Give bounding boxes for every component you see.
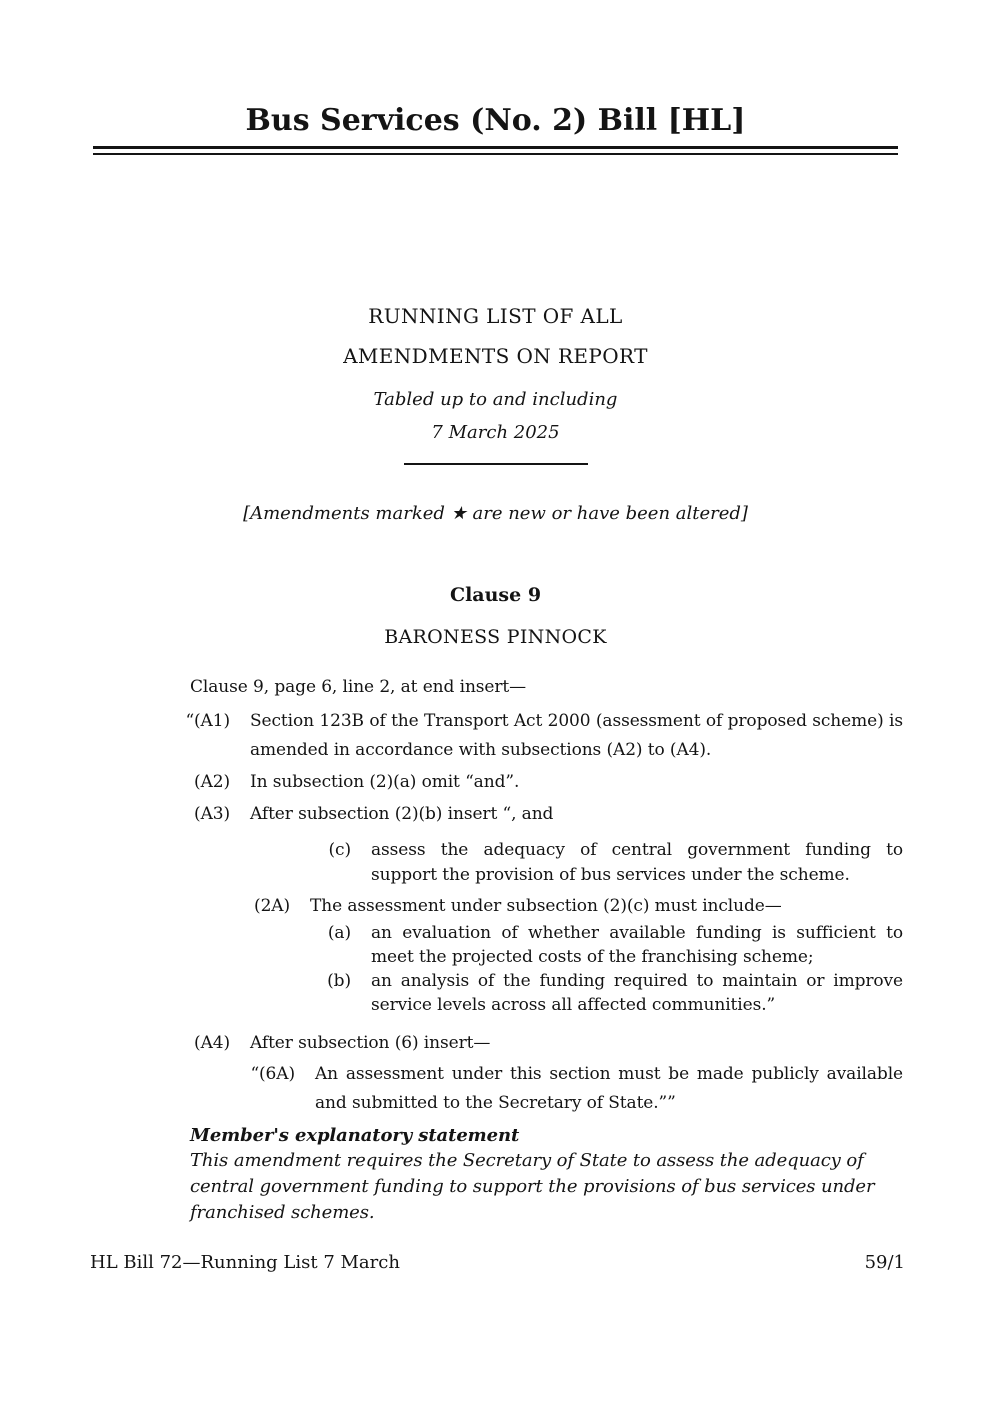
item-number: (A2) xyxy=(194,772,230,792)
amendment-item-A2 xyxy=(93,768,903,797)
amendment-instruction: Clause 9, page 6, line 2, at end insert— xyxy=(190,677,527,697)
item-number: “(6A) xyxy=(250,1064,295,1084)
amendment-body xyxy=(0,673,991,1226)
amendment-item-6A xyxy=(93,1060,903,1118)
bill-title: Bus Services (No. 2) Bill [HL] xyxy=(245,103,746,138)
marker-note-prefix: [Amendments marked xyxy=(243,503,451,524)
explanatory-statement xyxy=(190,1124,903,1226)
item-text: In subsection (2)(a) omit “and”. xyxy=(250,772,520,792)
item-number: (2A) xyxy=(254,896,290,916)
amendment-item-c xyxy=(93,838,903,888)
item-number: (c) xyxy=(328,840,351,860)
marker-note xyxy=(0,502,991,526)
item-number: “(A1) xyxy=(185,711,230,731)
item-text: After subsection (2)(b) insert “, and xyxy=(250,804,554,824)
item-text: After subsection (6) insert— xyxy=(250,1033,491,1053)
section-divider-rule xyxy=(404,463,588,465)
clause-heading: Clause 9 xyxy=(449,584,542,606)
page-footer xyxy=(90,1251,905,1275)
marker-note-suffix: are new or have been altered] xyxy=(466,503,748,524)
item-number: (A4) xyxy=(194,1033,230,1053)
amendment-item-A3 xyxy=(93,800,903,829)
running-list-heading-line1: RUNNING LIST OF ALL xyxy=(368,304,623,328)
header-double-rule xyxy=(93,146,898,155)
item-number: (a) xyxy=(327,923,351,943)
running-list-heading-line2: AMENDMENTS ON REPORT xyxy=(343,344,648,368)
amendment-item-2A xyxy=(93,892,903,921)
item-text: an evaluation of whether available funding is sufficient to meet the projected costs of the franchising scheme; xyxy=(371,923,903,967)
footer-bill-reference: HL Bill 72—Running List 7 March xyxy=(90,1252,400,1273)
item-number: (b) xyxy=(327,971,351,991)
tabled-line: Tabled up to and including xyxy=(373,389,618,410)
item-text: assess the adequacy of central government funding to support the provision of bus services under the scheme. xyxy=(371,840,903,885)
date-line: 7 March 2025 xyxy=(431,422,560,443)
explanatory-statement-body: This amendment requires the Secretary of State to assess the adequacy of central government funding to support the provisions of bus services under franchised schemes. xyxy=(190,1150,875,1223)
amendment-item-a xyxy=(93,921,903,969)
item-text: an analysis of the funding required to maintain or improve service levels across all affected communities.” xyxy=(371,971,903,1015)
footer-page-number: 59/1 xyxy=(864,1252,905,1273)
item-text: Section 123B of the Transport Act 2000 (assessment of proposed scheme) is amended in accordance with subsections (A2) to (A4). xyxy=(250,711,903,760)
sponsor-name: BARONESS PINNOCK xyxy=(384,626,607,648)
item-text: The assessment under subsection (2)(c) must include— xyxy=(310,896,782,916)
explanatory-statement-heading: Member's explanatory statement xyxy=(190,1125,520,1146)
amendment-item-b xyxy=(93,969,903,1017)
item-text: An assessment under this section must be made publicly available and submitted to the Secretary of State.”” xyxy=(315,1064,903,1113)
front-matter xyxy=(0,303,991,526)
star-icon: ★ xyxy=(450,503,467,524)
amendment-item-A4 xyxy=(93,1029,903,1058)
amendment-item-A1 xyxy=(93,707,903,765)
item-number: (A3) xyxy=(194,804,230,824)
